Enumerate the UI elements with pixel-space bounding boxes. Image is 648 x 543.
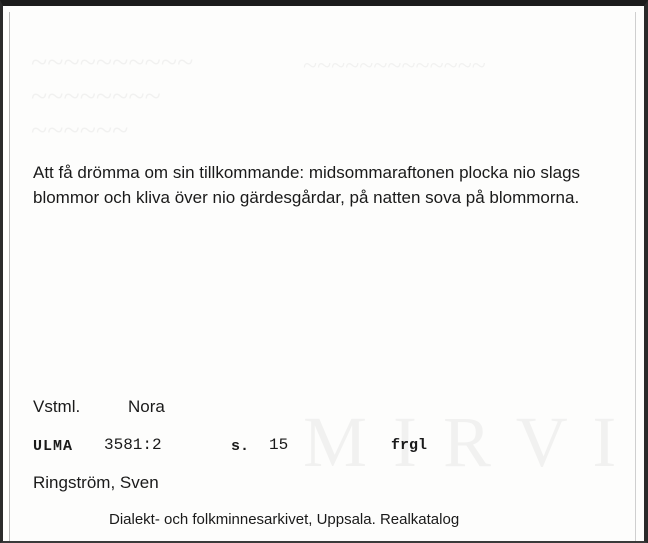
right-inner-rule	[635, 12, 636, 541]
vstml-label: Vstml.	[33, 397, 81, 416]
show-through-text	[303, 51, 486, 81]
archive-footer: Dialekt- och folkminnesarkivet, Uppsala. Realkatalog	[109, 511, 460, 528]
archive-code: ULMA	[33, 438, 74, 455]
show-through-text	[31, 46, 193, 148]
parish-value: Nora	[128, 397, 165, 416]
page-label: s.	[231, 438, 250, 455]
archive-number: 3581:2	[104, 436, 162, 454]
record-text: Att få drömma om sin tillkommande: midsommaraftonen plocka nio slags blommor och kliva över nio gärdesgårdar, på natten sova på blommorna.	[33, 163, 581, 207]
informant-code: frgl	[391, 437, 428, 454]
page-number: 15	[269, 436, 289, 454]
left-inner-rule	[9, 12, 10, 541]
collector-name: Ringström, Sven	[33, 473, 159, 492]
show-through-letters	[303, 401, 648, 484]
